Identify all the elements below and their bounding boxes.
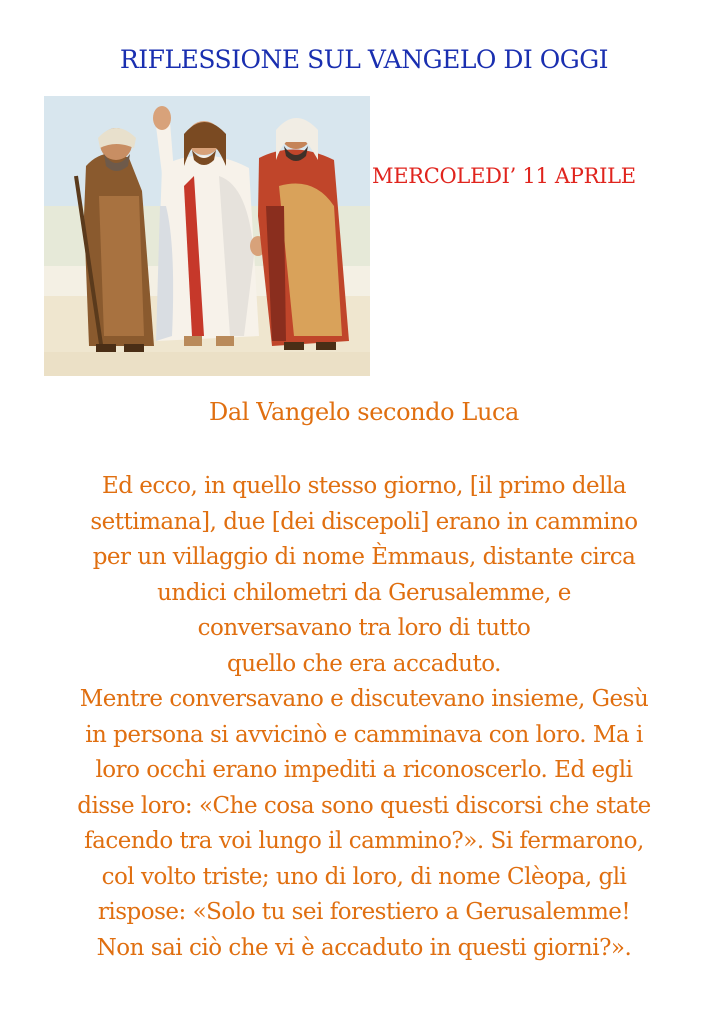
- page-title: RIFLESSIONE SUL VANGELO DI OGGI: [119, 45, 609, 74]
- reading-line: col volto triste; uno di loro, di nome Clèopa, gli: [101, 863, 627, 890]
- reading-line: Mentre conversavano e discutevano insieme, Gesù: [79, 686, 649, 712]
- reading-line: per un villaggio di nome Èmmaus, distante circa: [92, 544, 636, 570]
- reading-line: disse loro: «Che cosa sono questi discorsi che state: [77, 792, 651, 819]
- jesus-with-two-disciples-illustration: [44, 96, 370, 376]
- reading-line: undici chilometri da Gerusalemme, e: [157, 579, 571, 606]
- reading-line: in persona si avvicinò e camminava con loro. Ma i: [85, 721, 643, 748]
- reading-line: quello che era accaduto.: [227, 650, 501, 677]
- reading-line: Ed ecco, in quello stesso giorno, [il primo della: [101, 473, 627, 499]
- date-label: MERCOLEDI’ 11 APRILE: [372, 164, 636, 188]
- gospel-reading-text: [40, 469, 688, 966]
- reading-line: loro occhi erano impediti a riconoscerlo. Ed egli: [95, 757, 633, 783]
- reading-line: facendo tra voi lungo il cammino?». Si fermarono,: [84, 828, 644, 854]
- gospel-source-heading: Dal Vangelo secondo Luca: [209, 398, 519, 426]
- reading-line: settimana], due [dei discepoli] erano in cammino: [90, 508, 638, 535]
- reading-line: Non sai ciò che vi è accaduto in questi giorni?».: [96, 934, 632, 961]
- reading-line: conversavano tra loro di tutto: [197, 615, 531, 641]
- reading-line: rispose: «Solo tu sei forestiero a Gerusalemme!: [97, 899, 631, 925]
